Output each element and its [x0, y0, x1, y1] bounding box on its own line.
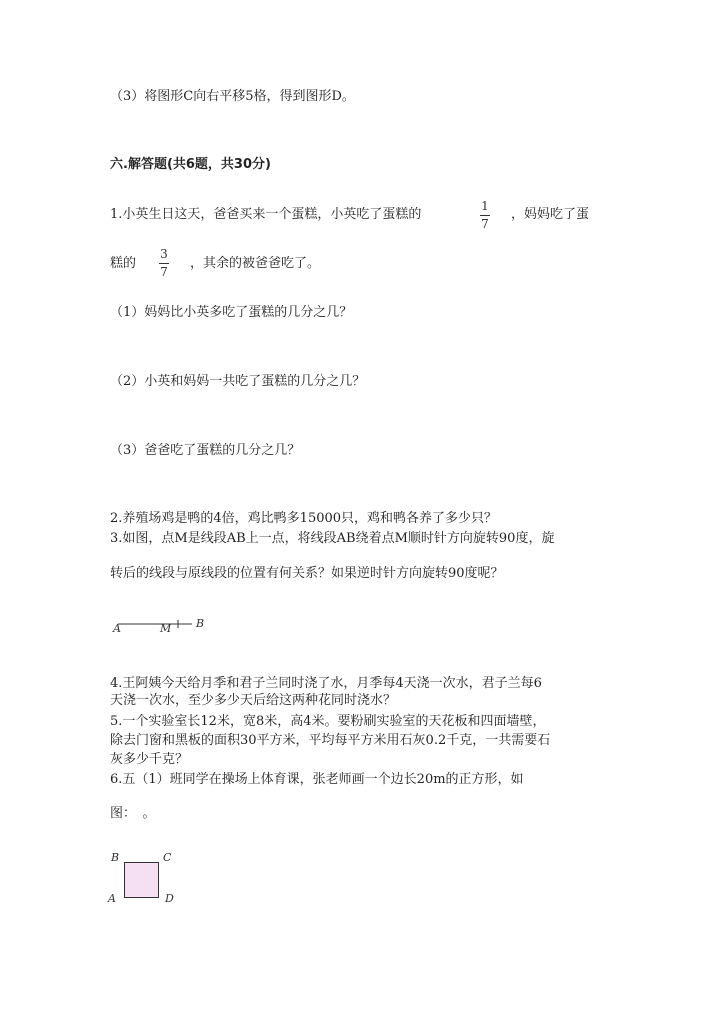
p2-text: 2.养殖场鸡是鸭的4倍，鸡比鸭多15000只，鸡和鸭各养了多少只？: [110, 511, 498, 526]
label-b: B: [196, 617, 205, 630]
section-title: 六.解答题(共6题，共30分): [110, 157, 271, 172]
p1-line2-start: 糕的: [110, 256, 137, 271]
fraction-one-seventh: [480, 200, 490, 231]
segment-ab: [115, 618, 195, 630]
p1-line2-end: ，其余的被爸爸吃了。: [190, 256, 321, 271]
label-d: D: [165, 892, 174, 905]
p5-line1: 5.一个实验室长12米，宽8米，高4米。要粉刷实验室的天花板和四面墙壁，: [110, 714, 546, 729]
label-c: C: [163, 851, 172, 864]
p1-sub2: （2）小英和妈妈一共吃了蛋糕的几分之几？: [110, 374, 366, 389]
square-abcd: [124, 862, 159, 898]
label-a: A: [108, 892, 116, 905]
p1-line1-text: 1.小英生日这天，爸爸买来一个蛋糕，小英吃了蛋糕的: [110, 207, 422, 222]
p1-sub1: （1）妈妈比小英多吃了蛋糕的几分之几？: [110, 305, 353, 320]
p4-line2: 天浇一次水，至少多少天后给这两种花同时浇水？: [110, 693, 397, 708]
fraction-bar: [480, 215, 490, 216]
p4-line1: 4.王阿姨今天给月季和君子兰同时浇了水，月季每4天浇一次水，君子兰每6: [110, 676, 542, 691]
p5-line2: 除去门窗和黑板的面积30平方米，平均每平方米用石灰0.2千克，一共需要石: [110, 733, 551, 748]
fraction-numerator: 3: [160, 247, 168, 261]
p5-line3: 灰多少千克？: [110, 752, 189, 767]
p1-sub3: （3）爸爸吃了蛋糕的几分之几？: [110, 443, 301, 458]
label-b: B: [111, 851, 120, 864]
fraction-denominator: 7: [481, 217, 489, 231]
intro-q3: （3）将图形C向右平移5格，得到图形D。: [110, 89, 355, 104]
p6-line2: 图： 。: [110, 806, 156, 821]
p3-line1: 3.如图，点M是线段AB上一点，将线段AB绕着点M顺时针方向旋转90度，旋: [110, 531, 555, 546]
fraction-bar: [159, 263, 169, 264]
p3-line2: 转后的线段与原线段的位置有何关系？如果逆时针方向旋转90度呢？: [110, 566, 504, 581]
label-a: A: [113, 622, 121, 635]
p6-line1: 6.五（1）班同学在操场上体育课，张老师画一个边长20m的正方形，如: [110, 772, 524, 787]
label-m: M: [160, 622, 172, 635]
p1-line1-end: ，妈妈吃了蛋: [511, 207, 590, 222]
fraction-three-sevenths: [159, 248, 169, 279]
fraction-denominator: 7: [160, 265, 168, 279]
fraction-numerator: 1: [481, 199, 489, 213]
